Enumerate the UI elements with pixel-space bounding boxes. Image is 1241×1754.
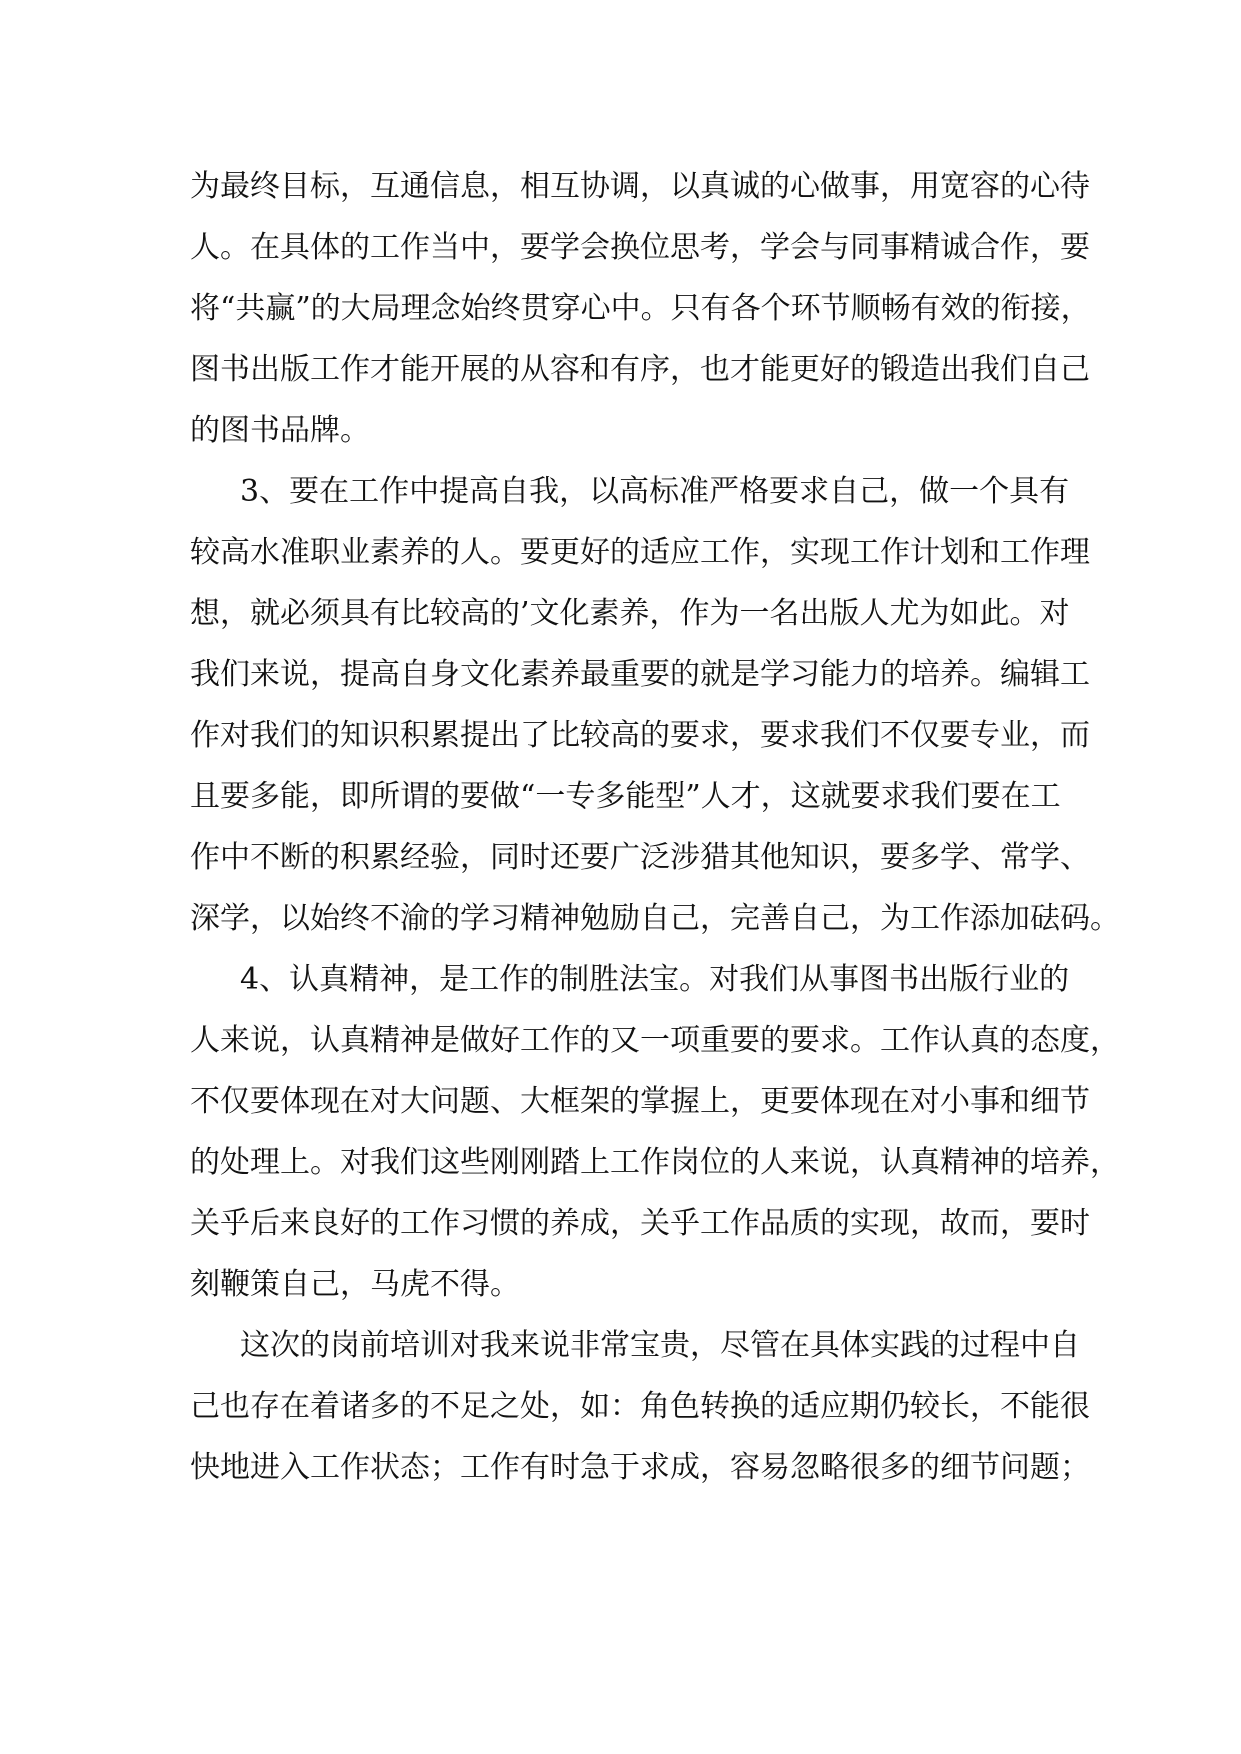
text-line-4: 图书出版工作才能开展的从容和有序，也才能更好的锻造出我们自己 bbox=[190, 352, 1090, 387]
text-line-1: 为最终目标，互通信息，相互协调，以真诚的心做事，用宽容的心待 bbox=[190, 169, 1090, 204]
text-line-3: 将“共赢”的大局理念始终贯穿心中。只有各个环节顺畅有效的衔接， bbox=[190, 291, 1091, 326]
text-line-20: 这次的岗前培训对我来说非常宝贵，尽管在具体实践的过程中自 bbox=[240, 1328, 1080, 1363]
text-line-21: 己也存在着诸多的不足之处，如：角色转换的适应期仍较长，不能很 bbox=[190, 1389, 1090, 1424]
document-body bbox=[190, 156, 1120, 1498]
text-line-13: 深学，以始终不渝的学习精神勉励自己，完善自己，为工作添加砝码。 bbox=[190, 901, 1120, 936]
text-line-7: 较高水准职业素养的人。要更好的适应工作，实现工作计划和工作理 bbox=[190, 535, 1090, 570]
text-line-22: 快地进入工作状态；工作有时急于求成，容易忽略很多的细节问题； bbox=[190, 1450, 1090, 1485]
text-line-16: 不仅要体现在对大问题、大框架的掌握上，更要体现在对小事和细节 bbox=[190, 1084, 1090, 1119]
text-line-5: 的图书品牌。 bbox=[190, 413, 370, 448]
text-line-15: 人来说，认真精神是做好工作的又一项重要的要求。工作认真的态度， bbox=[190, 1023, 1120, 1058]
text-line-8: 想，就必须具有比较高的’文化素养，作为一名出版人尤为如此。对 bbox=[190, 596, 1070, 631]
text-line-12: 作中不断的积累经验，同时还要广泛涉猎其他知识，要多学、常学、 bbox=[190, 840, 1090, 875]
text-line-9: 我们来说，提高自身文化素养最重要的就是学习能力的培养。编辑工 bbox=[190, 657, 1090, 692]
text-line-19: 刻鞭策自己，马虎不得。 bbox=[190, 1267, 520, 1302]
text-line-17: 的处理上。对我们这些刚刚踏上工作岗位的人来说，认真精神的培养， bbox=[190, 1145, 1120, 1180]
text-line-11: 且要多能，即所谓的要做“一专多能型”人才，这就要求我们要在工 bbox=[190, 779, 1061, 814]
text-line-14: 4、认真精神，是工作的制胜法宝。对我们从事图书出版行业的 bbox=[240, 962, 1070, 997]
text-line-10: 作对我们的知识积累提出了比较高的要求，要求我们不仅要专业，而 bbox=[190, 718, 1090, 753]
text-line-6: 3、要在工作中提高自我，以高标准严格要求自己，做一个具有 bbox=[240, 474, 1070, 509]
text-line-2: 人。在具体的工作当中，要学会换位思考，学会与同事精诚合作，要 bbox=[190, 230, 1090, 265]
text-line-18: 关乎后来良好的工作习惯的养成，关乎工作品质的实现，故而，要时 bbox=[190, 1206, 1090, 1241]
